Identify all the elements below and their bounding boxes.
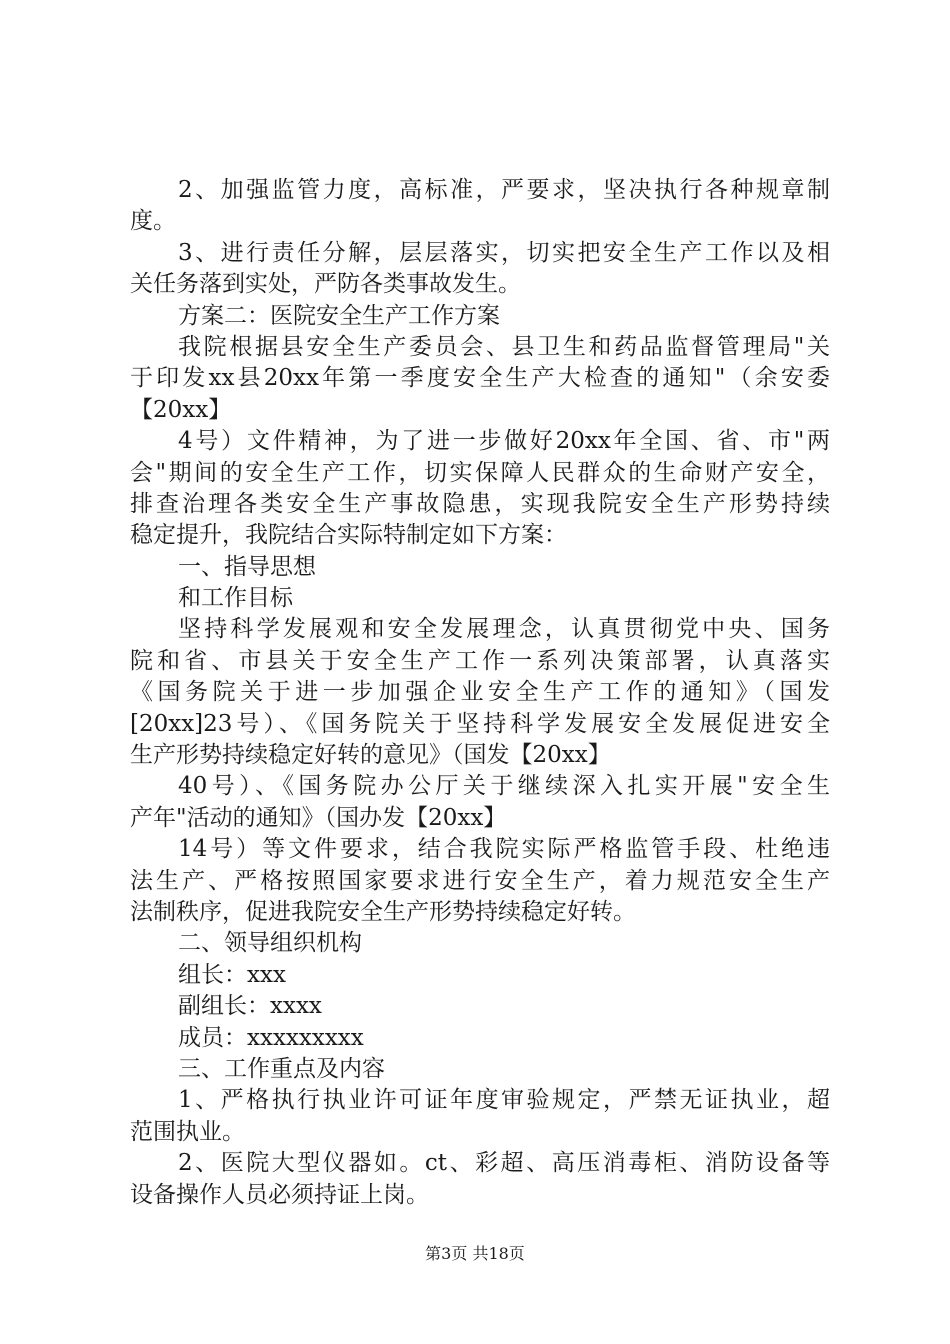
text-line: 组长：xxx: [178, 961, 286, 988]
text-line: 4号）文件精神，为了进一步做好20xx年全国、省、市"两: [178, 428, 830, 455]
text-line: 三、工作重点及内容: [178, 1055, 385, 1082]
text-line: 产年"活动的通知》（国办发【20xx】: [130, 804, 507, 831]
text-line: 会"期间的安全生产工作，切实保障人民群众的生命财产安全，: [130, 459, 830, 486]
text-line: 排查治理各类安全生产事故隐患，实现我院安全生产形势持续: [130, 490, 830, 517]
text-line: 方案二：医院安全生产工作方案: [178, 302, 500, 329]
text-line: 设备操作人员必须持证上岗。: [130, 1181, 429, 1208]
text-line: 法生产、严格按照国家要求进行安全生产，着力规范安全生产: [130, 867, 830, 894]
text-line: 二、领导组织机构: [178, 930, 362, 957]
text-line: 度。: [130, 208, 176, 235]
page-number-footer: 第3页 共18页: [425, 1244, 525, 1263]
text-line: 稳定提升，我院结合实际特制定如下方案：: [130, 522, 567, 549]
text-line: 一、指导思想: [178, 553, 316, 580]
text-line: 《国务院关于进一步加强企业安全生产工作的通知》（国发: [130, 679, 830, 706]
text-line: 生产形势持续稳定好转的意见》（国发【20xx】: [130, 742, 611, 769]
text-line: 法制秩序，促进我院安全生产形势持续稳定好转。: [130, 898, 636, 925]
text-line: 2、加强监管力度，高标准，严要求，坚决执行各种规章制: [178, 177, 830, 203]
text-line: 坚持科学发展观和安全发展理念，认真贯彻党中央、国务: [178, 616, 830, 643]
text-line: 2、医院大型仪器如。ct、彩超、高压消毒柜、消防设备等: [178, 1150, 830, 1177]
text-line: 成员：xxxxxxxxx: [178, 1024, 364, 1051]
text-line: 我院根据县安全生产委员会、县卫生和药品监督管理局"关: [178, 333, 830, 360]
text-line: 范围执业。: [130, 1118, 245, 1145]
text-line: 1、严格执行执业许可证年度审验规定，严禁无证执业，超: [178, 1087, 830, 1114]
text-line: 院和省、市县关于安全生产工作一系列决策部署，认真落实: [130, 647, 830, 674]
text-line: 关任务落到实处，严防各类事故发生。: [130, 271, 521, 298]
text-line: 副组长：xxxx: [178, 993, 322, 1020]
text-line: 3、进行责任分解，层层落实，切实把安全生产工作以及相: [178, 239, 830, 266]
text-line: 和工作目标: [178, 585, 293, 612]
text-line: 14号）等文件要求，结合我院实际严格监管手段、杜绝违: [178, 836, 830, 863]
text-line: [20xx]23号）、《国务院关于坚持科学发展安全发展促进安全: [130, 710, 830, 737]
text-line: 【20xx】: [130, 396, 232, 423]
text-line: 40号）、《国务院办公厅关于继续深入扎实开展"安全生: [178, 773, 830, 800]
document-body: [130, 175, 830, 1211]
text-line: 于印发xx县20xx年第一季度安全生产大检查的通知"（余安委: [130, 365, 830, 392]
